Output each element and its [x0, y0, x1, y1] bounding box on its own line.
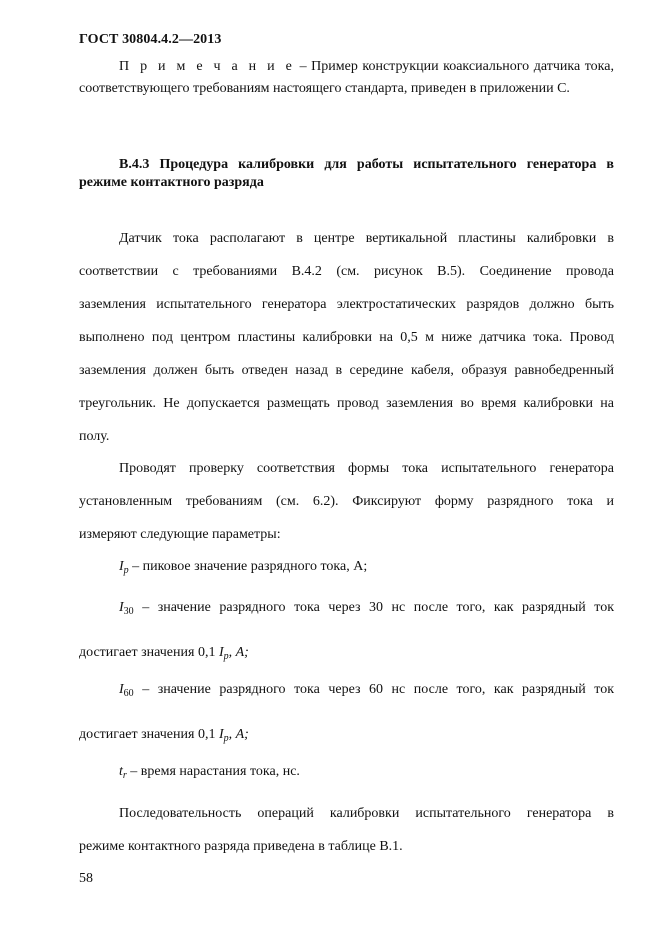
- i60-line2-comma: , А;: [228, 727, 249, 742]
- standard-header: ГОСТ 30804.4.2—2013: [79, 32, 222, 47]
- i30-line2-comma: , А;: [228, 645, 249, 660]
- i30-line2-subscript: p: [223, 651, 229, 662]
- i60-symbol: I: [119, 682, 124, 697]
- paragraph-2: [79, 452, 614, 551]
- i30-line2-symbol: I: [218, 645, 224, 660]
- paragraph-line: заземления испытательного генератора электростатических разрядов должно быть: [79, 297, 614, 312]
- paragraph-line: заземления должен быть отведен назад в середине кабеля, образуя равнобедренный: [79, 363, 614, 378]
- i30-line2-text: достигает значения 0,1: [79, 645, 219, 660]
- note-line-2: соответствующего требованиям настоящего стандарта, приведен в приложении С.: [79, 81, 570, 96]
- parameter-tr: [79, 761, 614, 787]
- i60-subscript: 60: [123, 688, 134, 699]
- i60-line2-symbol: I: [218, 727, 224, 742]
- section-heading-line-2: режиме контактного разряда: [79, 175, 264, 190]
- i60-line2-subscript: p: [223, 733, 229, 744]
- note-line-1: [79, 57, 614, 77]
- note-text: – Пример конструкции коаксиального датчика тока,: [295, 59, 614, 74]
- ip-description: – пиковое значение разрядного тока, А;: [128, 559, 368, 574]
- paragraph-line: режиме контактного разряда приведена в таблице В.1.: [79, 839, 403, 854]
- tr-symbol: t: [119, 764, 123, 779]
- note-label: П р и м е ч а н и е: [119, 59, 296, 74]
- section-heading-line-1: В.4.3 Процедура калибровки для работы испытательного генератора в: [119, 157, 614, 172]
- ip-subscript: p: [123, 565, 129, 576]
- paragraph-3: [79, 797, 614, 863]
- ip-symbol: I: [119, 559, 124, 574]
- paragraph-line: выполнено под центром пластины калибровки на 0,5 м ниже датчика тока. Провод: [79, 330, 614, 345]
- paragraph-line: Проводят проверку соответствия формы тока испытательного генератора: [119, 461, 614, 476]
- paragraph-line: установленным требованиям (см. 6.2). Фиксируют форму разрядного тока и: [79, 494, 614, 509]
- i60-description: – значение разрядного тока через 60 нс после того, как разрядный ток: [133, 682, 614, 697]
- tr-subscript: r: [122, 770, 127, 781]
- parameter-ip: [79, 556, 614, 582]
- parameter-i30: [79, 597, 614, 668]
- tr-description: – время нарастания тока, нс.: [126, 764, 300, 779]
- i30-symbol: I: [119, 600, 124, 615]
- i30-subscript: 30: [123, 606, 134, 617]
- paragraph-line: треугольник. Не допускается размещать провод заземления во время калибровки на: [79, 396, 614, 411]
- paragraph-line: соответствии с требованиями В.4.2 (см. рисунок В.5). Соединение провода: [79, 264, 614, 279]
- paragraph-line: Датчик тока располагают в центре вертикальной пластины калибровки в: [119, 231, 614, 246]
- note-block: [79, 57, 614, 99]
- parameter-i60: [79, 679, 614, 750]
- paragraph-line: измеряют следующие параметры:: [79, 527, 281, 542]
- paragraph-1: [79, 222, 614, 453]
- i30-description: – значение разрядного тока через 30 нс после того, как разрядный ток: [133, 600, 614, 615]
- page-number: 58: [79, 871, 93, 886]
- section-heading: [79, 156, 614, 192]
- i60-line2-text: достигает значения 0,1: [79, 727, 219, 742]
- paragraph-line: полу.: [79, 429, 110, 444]
- paragraph-line: Последовательность операций калибровки испытательного генератора в: [119, 806, 614, 821]
